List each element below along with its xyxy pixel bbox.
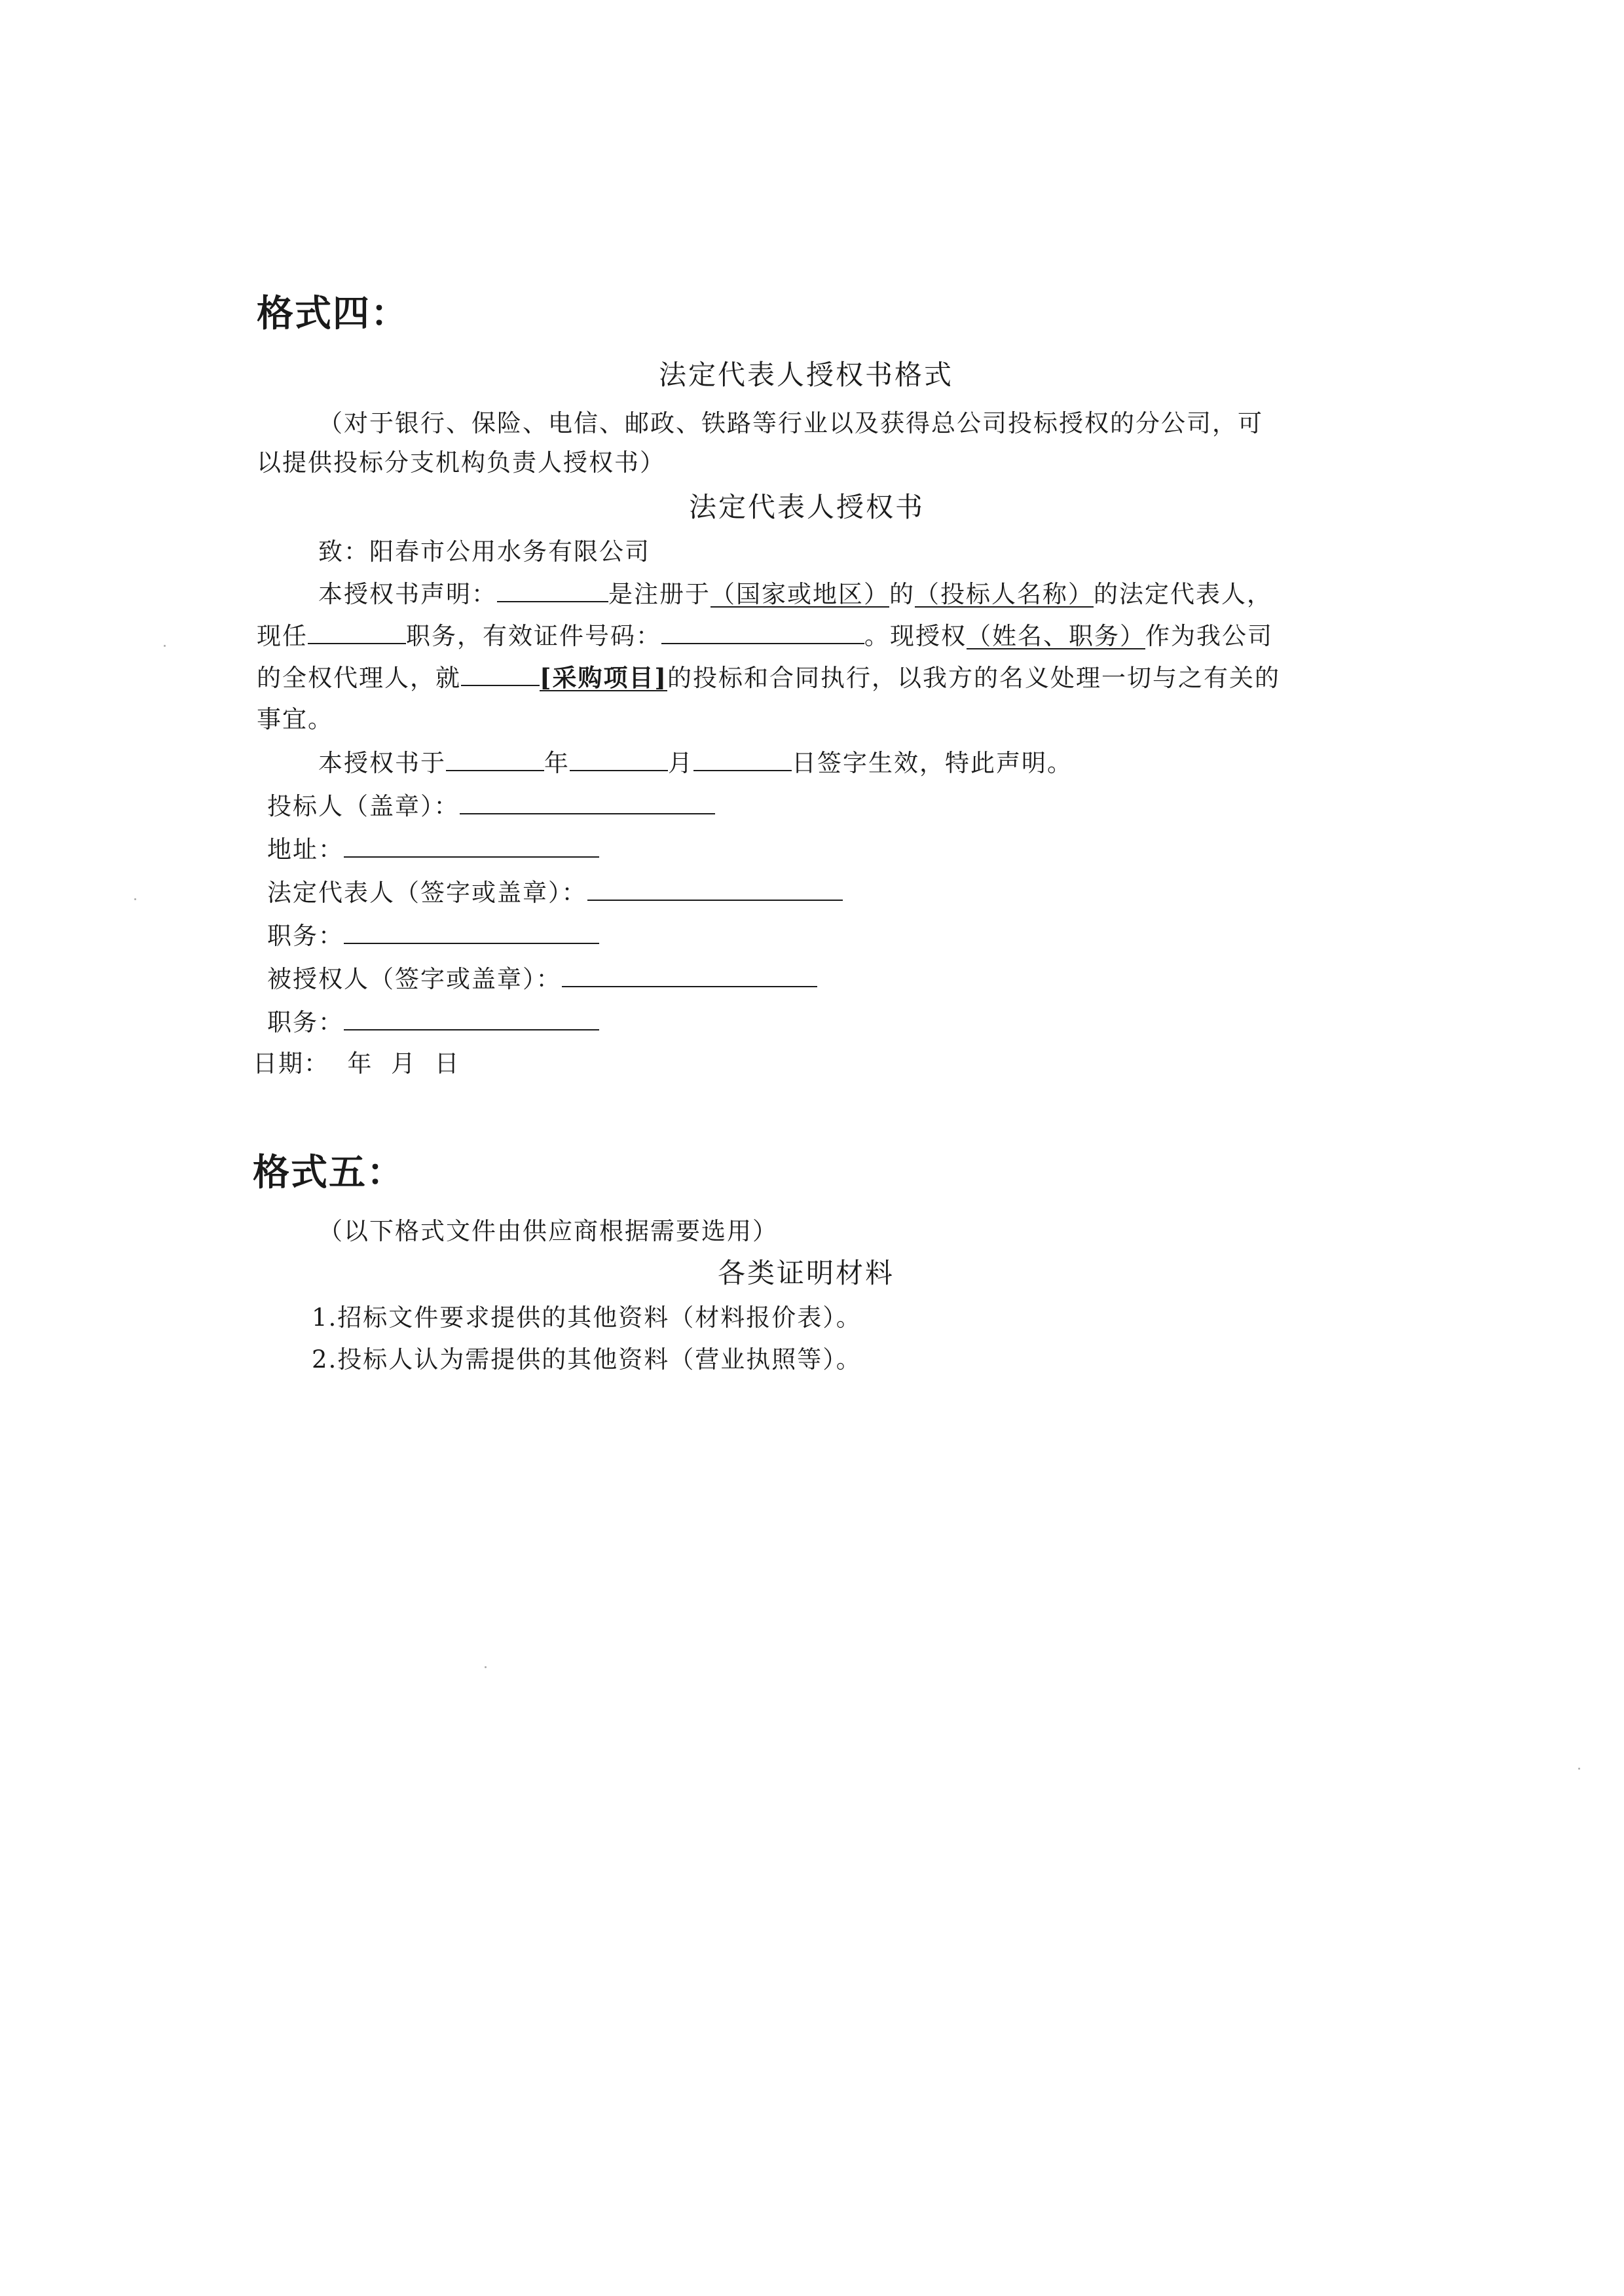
declaration-line-4: 事宜。 <box>257 705 333 733</box>
year-blank[interactable] <box>446 750 544 771</box>
field-authorized-sign <box>267 966 817 991</box>
format5-note: （以下格式文件由供应商根据需要选用） <box>318 1217 778 1245</box>
id-number-blank[interactable] <box>661 623 864 644</box>
signature-effective-text: 日签字生效，特此声明。 <box>792 749 1073 777</box>
field-bidder-seal <box>267 793 715 818</box>
bidder-seal-blank[interactable] <box>460 793 715 814</box>
format5-item-2: 2.投标人认为需提供的其他资料（营业执照等）。 <box>312 1345 862 1374</box>
effective-text: 本授权书于 <box>318 749 446 777</box>
position-2-blank[interactable] <box>344 1010 599 1030</box>
authorize-text: 。现授权 <box>864 622 967 650</box>
scan-speck <box>134 898 136 900</box>
declaration-line-3 <box>257 665 1280 691</box>
format5-title: 各类证明材料 <box>718 1257 895 1289</box>
declaration-line-2 <box>257 623 1273 649</box>
day-blank[interactable] <box>693 750 792 771</box>
format5-heading: 格式五： <box>253 1152 405 1194</box>
field-label: 被授权人（签字或盖章）： <box>267 965 562 993</box>
recipient-line: 致：阳春市公用水务有限公司 <box>318 538 650 566</box>
declaration-text: 本授权书声明： <box>318 580 497 608</box>
country-placeholder: （国家或地区） <box>710 580 889 608</box>
field-label: 法定代表人（签字或盖章）： <box>267 879 587 907</box>
month-blank[interactable] <box>570 750 668 771</box>
effective-date-line <box>318 750 1073 775</box>
position-blank[interactable] <box>308 623 406 644</box>
field-label: 投标人（盖章）： <box>267 792 460 820</box>
bidder-name-placeholder: （投标人名称） <box>915 580 1094 608</box>
date-line: 日期： 年 月 日 <box>253 1049 460 1078</box>
field-legal-rep-sign <box>267 880 843 905</box>
id-number-text: 职务，有效证件号码： <box>406 622 661 650</box>
bid-execution-text: 的投标和合同执行，以我方的名义处理一切与之有关的 <box>667 664 1281 692</box>
declarer-blank[interactable] <box>497 581 608 602</box>
authorized-sign-blank[interactable] <box>562 966 817 987</box>
registered-text: 是注册于 <box>608 580 710 608</box>
field-position-1 <box>267 923 599 948</box>
legal-rep-text: 的法定代表人， <box>1094 580 1272 608</box>
format4-note-line1: （对于银行、保险、电信、邮政、铁路等行业以及获得总公司投标授权的分公司，可 <box>318 409 1263 437</box>
name-position-placeholder: （姓名、职务） <box>967 622 1145 650</box>
field-position-2 <box>267 1010 599 1034</box>
legal-rep-sign-blank[interactable] <box>587 880 843 901</box>
format5-item-1: 1.招标文件要求提供的其他资料（材料报价表）。 <box>312 1303 862 1332</box>
declaration-line-1 <box>318 581 1272 608</box>
format4-heading: 格式四： <box>257 293 409 335</box>
field-address <box>267 837 599 862</box>
procurement-project-placeholder: [采购项目] <box>540 663 668 692</box>
field-label: 职务： <box>267 1008 344 1036</box>
format4-sub-title: 法定代表人授权书 <box>689 491 925 523</box>
scan-speck <box>485 1666 487 1668</box>
format4-note-line2: 以提供投标分支机构负责人授权书） <box>257 448 665 477</box>
field-label: 职务： <box>267 922 344 950</box>
month-label: 月 <box>668 749 693 777</box>
of-text: 的 <box>889 580 915 608</box>
year-label: 年 <box>544 749 570 777</box>
scan-speck <box>164 645 166 647</box>
format4-doc-title: 法定代表人授权书格式 <box>659 359 954 391</box>
agent-text: 的全权代理人，就 <box>257 664 461 692</box>
address-blank[interactable] <box>344 837 599 858</box>
field-label: 地址： <box>267 835 344 864</box>
position-1-blank[interactable] <box>344 923 599 944</box>
current-text: 现任 <box>257 622 308 650</box>
as-company-text: 作为我公司 <box>1145 622 1273 650</box>
scan-speck <box>1578 1768 1580 1770</box>
project-blank[interactable] <box>461 665 540 686</box>
